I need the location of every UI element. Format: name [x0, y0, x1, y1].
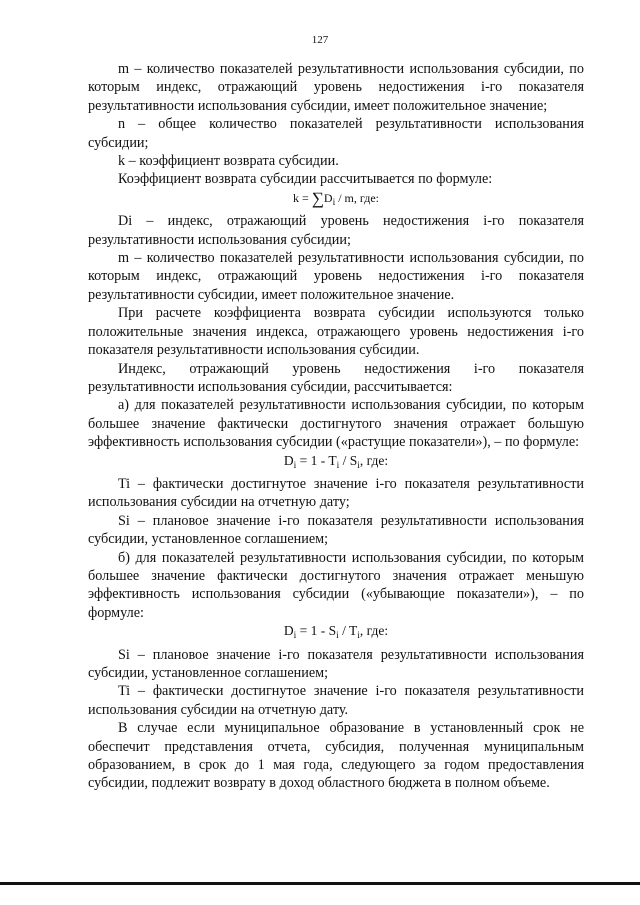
paragraph: Индекс, отражающий уровень недостижения i-го показателя результативности использования субсидии, рассчитывается:	[88, 360, 584, 395]
paragraph: m – количество показателей результативности использования субсидии, по которым индекс, отражающий уровень недостижения i-го показателя результативности субсидии, имеет положительное значение.	[88, 250, 584, 303]
formula-k-d: D	[323, 190, 333, 205]
formula-b-sub2: i	[336, 631, 339, 642]
paragraph: k – коэффициент возврата субсидии.	[118, 153, 339, 170]
paragraph: В случае если муниципальное образование в установленный срок не обеспечит представления отчета, субсидия, полученная муниципальным образованием, в срок до 1 мая года, следующего за годом предоставления субсидии, подлежит возврату в доход областного бюджета в полном объеме.	[88, 720, 584, 792]
formula-growing	[88, 452, 584, 475]
paragraph: а) для показателей результативности использования субсидии, по которым большее значение фактически достигнутого значения отражает большую эффективность использования субсидии («растущие показатели»), – по формуле:	[88, 397, 584, 451]
formula-k	[88, 189, 584, 212]
paragraph: Ti – фактически достигнутое значение i-го показателя результативности использования субсидии на отчетную дату.	[88, 683, 584, 718]
formula-b-rest: , где:	[359, 623, 389, 639]
formula-a-rest: , где:	[359, 452, 389, 468]
formula-b-sub3: i	[357, 631, 360, 642]
formula-a-d: D	[283, 452, 294, 468]
paragraph: Si – плановое значение i-го показателя результативности использования субсидии, установленное соглашением;	[88, 646, 584, 681]
formula-b-d: D	[283, 623, 294, 639]
paragraph: m – количество показателей результативности использования субсидии, по которым индекс, отражающий уровень недостижения i-го показателя результативности использования субсидии, имеет положительное значение;	[88, 61, 584, 114]
paragraph-group-2	[88, 212, 584, 451]
sigma-symbol: ∑	[311, 188, 324, 208]
formula-decreasing	[88, 622, 584, 645]
formula-a-sub3: i	[357, 460, 360, 471]
formula-b-mid2: / T	[338, 623, 358, 639]
page-number: 127	[311, 34, 329, 46]
formula-k-lhs: k =	[293, 190, 312, 205]
formula-a-mid: = 1 - T	[296, 452, 337, 468]
paragraph: Ti – фактически достигнутое значение i-го показателя результативности использования субсидии на отчетную дату;	[88, 475, 584, 511]
paragraph: Si – плановое значение i-го показателя результативности использования субсидии, установленное соглашением;	[88, 512, 584, 548]
formula-k-subscript: i	[332, 197, 336, 208]
bottom-rule	[0, 882, 640, 885]
paragraph-group-3	[88, 475, 584, 622]
paragraph-group-1	[88, 60, 584, 189]
formula-b-mid: = 1 - S	[296, 623, 337, 639]
formula-a-sub2: i	[336, 460, 340, 471]
paragraph: Di – индекс, отражающий уровень недостижения i-го показателя результативности использования субсидии;	[88, 213, 584, 248]
paragraph: n – общее количество показателей результативности использования субсидии;	[88, 116, 584, 151]
paragraph: Коэффициент возврата субсидии рассчитывается по формуле:	[118, 171, 493, 188]
paragraph-group-4	[88, 646, 584, 793]
formula-b-sub1: i	[293, 631, 297, 642]
formula-a-sub1: i	[293, 460, 297, 471]
paragraph: б) для показателей результативности использования субсидии, по которым большее значение фактически достигнутого значения отражает меньшую эффективность использования субсидии («убывающие показатели»), – по формуле:	[88, 549, 584, 621]
document-body	[88, 60, 584, 793]
paragraph: При расчете коэффициента возврата субсидии используются только положительные значения индекса, отражающего уровень недостижения i-го показателя результативности использования субсидии.	[88, 305, 584, 359]
formula-a-mid2: / S	[339, 452, 358, 468]
formula-k-rest: / m, где:	[335, 190, 379, 205]
